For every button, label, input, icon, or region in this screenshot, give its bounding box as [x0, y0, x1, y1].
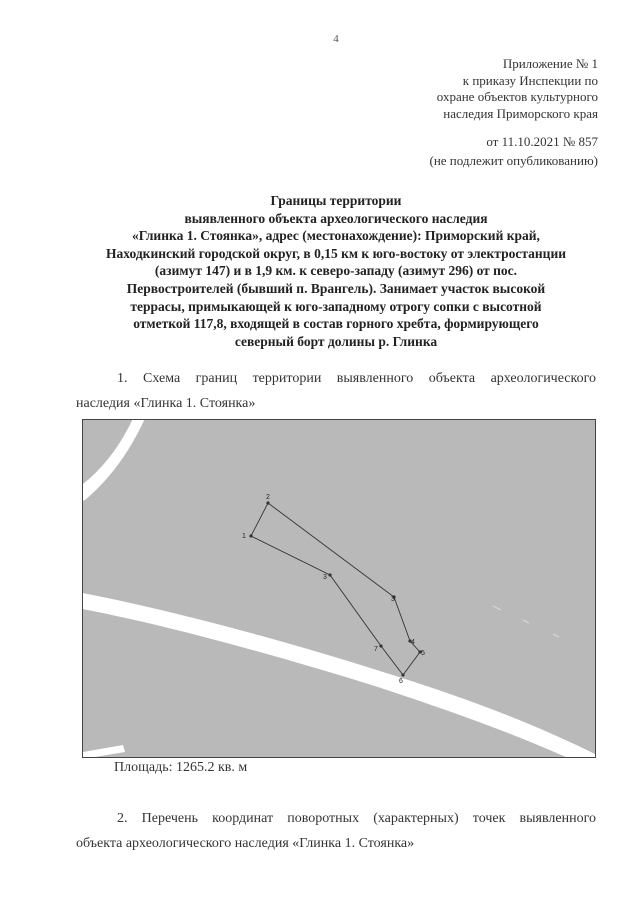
vertex-marker [328, 573, 331, 576]
point-label: 2 [266, 494, 270, 501]
order-reference: от 11.10.2021 № 857 [486, 134, 598, 149]
title-line: северный борт долины р. Глинка [234, 333, 438, 349]
point-label: 3 [323, 574, 327, 581]
boundary-scheme-map [82, 419, 596, 758]
vertex-marker [401, 673, 404, 676]
point-label: 5 [421, 650, 425, 657]
point-label: 4 [411, 639, 415, 646]
page-number: 4 [333, 33, 339, 45]
appendix-line: Приложение № 1 [502, 56, 598, 71]
not-published-note: (не подлежит опубликованию) [429, 153, 598, 168]
section-2-line: 2. Перечень координат поворотных (характерных) точек выявленного [117, 811, 596, 826]
section-1-line: наследия «Глинка 1. Стоянка» [76, 396, 256, 411]
section-2-line: объекта археологического наследия «Глинка 1. Стоянка» [76, 836, 415, 851]
point-label: 1 [242, 533, 246, 540]
map-background [83, 420, 596, 758]
document-title [58, 192, 614, 350]
section-1-heading [76, 366, 596, 416]
point-label: 3 [391, 596, 395, 603]
vertex-marker [266, 501, 269, 504]
area-caption: Площадь: 1265.2 кв. м [114, 760, 248, 775]
title-line: террасы, примыкающей к юго-западному отрогу сопки с высотной [130, 298, 542, 314]
appendix-line: наследия Приморского края [443, 105, 598, 121]
vertex-marker [379, 644, 382, 647]
title-line: Находкинский городской округ, в 0,15 км к юго-востоку от электростанции [105, 245, 566, 261]
section-1-line: 1. Схема границ территории выявленного объекта археологического [117, 371, 596, 386]
section-2-heading [76, 806, 596, 856]
point-label: 6 [399, 678, 403, 685]
appendix-line: охране объектов культурного [436, 89, 598, 104]
appendix-line: к приказу Инспекции по [462, 72, 598, 88]
vertex-marker [249, 534, 252, 537]
title-line: отметкой 117,8, входящей в состав горного хребта, формирующего [133, 316, 539, 332]
title-line: выявленного объекта археологического наследия [184, 210, 488, 226]
title-line: (азимут 147) и в 1,9 км. к северо-западу (азимут 296) от пос. [154, 263, 518, 279]
appendix-header [338, 56, 598, 122]
point-label: 7 [374, 646, 378, 653]
scheme-drawing [83, 420, 596, 758]
title-line: Первостроителей (бывший п. Врангель). Занимает участок высокой [126, 280, 546, 296]
title-line: «Глинка 1. Стоянка», адрес (местонахождение): Приморский край, [132, 228, 540, 244]
title-line: Границы территории [270, 193, 402, 208]
